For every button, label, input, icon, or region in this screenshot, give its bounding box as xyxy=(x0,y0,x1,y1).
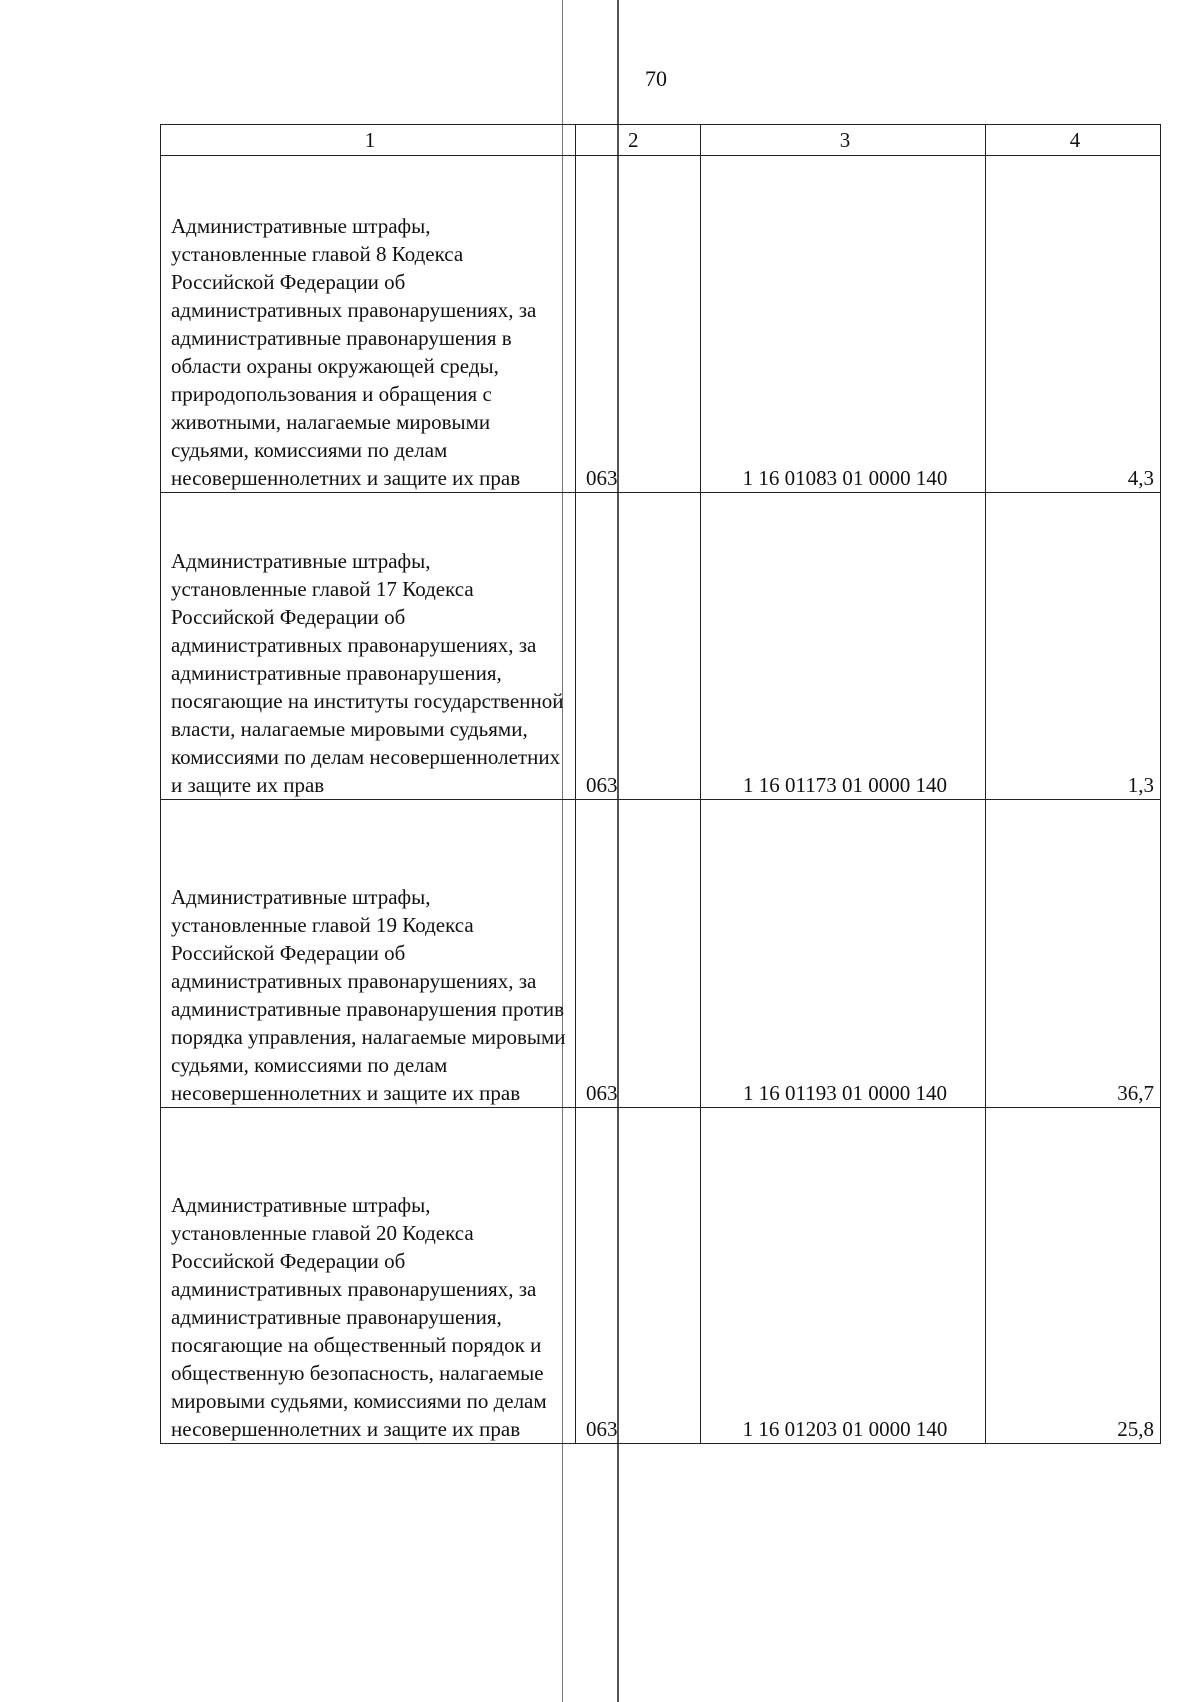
row-admin-code: 063 xyxy=(576,156,701,493)
column-header-4: 4 xyxy=(986,125,1161,156)
row-amount: 36,7 xyxy=(986,800,1161,1108)
column-header-1: 1 xyxy=(161,125,576,156)
row-description: Административные штрафы, установленные главой 8 Кодекса Российской Федерации об административных правонарушениях, за административные правонарушения в области охраны окружающей среды, природопользования и обращения с животными, налагаемые мировыми судьями, комиссиями по делам несовершеннолетних и защите их прав xyxy=(161,156,576,493)
row-amount: 25,8 xyxy=(986,1108,1161,1444)
table-row xyxy=(161,800,1161,1108)
row-admin-code: 063 xyxy=(576,493,701,800)
row-amount: 1,3 xyxy=(986,493,1161,800)
row-kbk-code: 1 16 01203 01 0000 140 xyxy=(701,1108,986,1444)
row-kbk-code: 1 16 01193 01 0000 140 xyxy=(701,800,986,1108)
table-header-row xyxy=(161,125,1161,156)
row-kbk-code: 1 16 01083 01 0000 140 xyxy=(701,156,986,493)
row-admin-code: 063 xyxy=(576,1108,701,1444)
row-description: Административные штрафы, установленные главой 19 Кодекса Российской Федерации об административных правонарушениях, за административные правонарушения против порядка управления, налагаемые мировыми судьями, комиссиями по делам несовершеннолетних и защите их прав xyxy=(161,800,576,1108)
row-amount: 4,3 xyxy=(986,156,1161,493)
page-number: 70 xyxy=(645,66,667,91)
column-header-3: 3 xyxy=(701,125,986,156)
column-header-2: 2 xyxy=(576,125,701,156)
row-admin-code: 063 xyxy=(576,800,701,1108)
row-description: Административные штрафы, установленные главой 20 Кодекса Российской Федерации об административных правонарушениях, за административные правонарушения, посягающие на общественный порядок и общественную безопасность, налагаемые мировыми судьями, комиссиями по делам несовершеннолетних и защите их прав xyxy=(161,1108,576,1444)
table-row xyxy=(161,493,1161,800)
table-row xyxy=(161,156,1161,493)
row-kbk-code: 1 16 01173 01 0000 140 xyxy=(701,493,986,800)
document-table xyxy=(160,124,1161,1444)
row-description: Административные штрафы, установленные главой 17 Кодекса Российской Федерации об административных правонарушениях, за административные правонарушения, посягающие на институты государственной власти, налагаемые мировыми судьями, комиссиями по делам несовершеннолетних и защите их прав xyxy=(161,493,576,800)
table-row xyxy=(161,1108,1161,1444)
